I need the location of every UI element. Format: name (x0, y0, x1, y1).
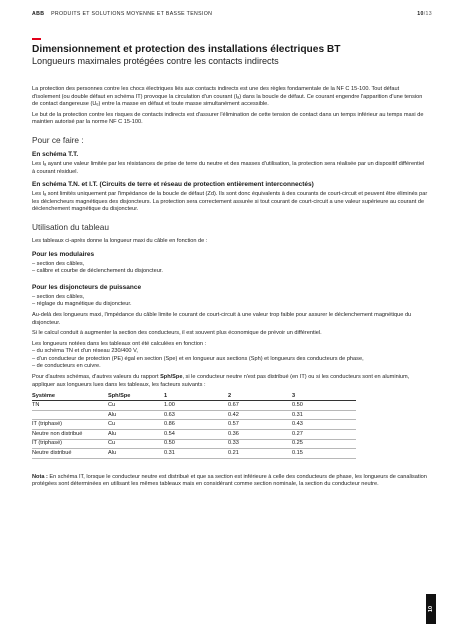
table-row (32, 430, 356, 440)
side-page-tab (426, 594, 436, 624)
table-cell: 0.42 (228, 410, 292, 420)
ratio-term: Sph/Spe (160, 374, 183, 381)
list-item: – du schéma TN et d'un réseau 230/400 V, (32, 348, 138, 355)
table-row (32, 410, 356, 420)
text-segment: , si le conducteur neutre n'est pas distribué (en IT) ou si les conducteurs sont en aluminium, appliquer aux longueurs lues dans les tableaux, les facteurs suivants : (32, 374, 410, 388)
column-header: Système (32, 392, 108, 401)
column-header: 3 (292, 392, 356, 401)
intro-paragraph-1: La protection des personnes contre les chocs électriques liés aux contacts indirects est une des règles fondamentale de la NF C 15-100. Tout défaut d'isolement (ou double défaut en schéma IT) provoque la circulation d'un courant (Iₐ) dans la boucle de défaut. Ce courant engendre l'apparition d'une tension de contact dangereuse (Uₑ) entre la masse en défaut et toute masse simultanément accessible. (32, 86, 423, 108)
tt-paragraph: Les Iₐ ayant une valeur limitée par les résistances de prise de terre du neutre et des masses d'utilisation, la protection sera réalisée par un dispositif différentiel à courant résiduel. (32, 160, 425, 175)
table-cell: Cu (108, 439, 164, 449)
table-cell: 0.63 (164, 410, 228, 420)
table-cell: 0.21 (228, 449, 292, 459)
list-item: – réglage du magnétique du disjoncteur. (32, 301, 132, 308)
table-row (32, 401, 356, 411)
page-header (32, 11, 432, 21)
other-schemes-paragraph (32, 374, 428, 389)
table-row (32, 420, 356, 430)
table-cell: IT (triphasé) (32, 439, 108, 449)
table-cell: 0.54 (164, 430, 228, 440)
table-cell: Neutre distribué (32, 449, 108, 459)
list-item: – de conducteurs en cuivre. (32, 363, 101, 370)
page-subtitle: Longueurs maximales protégées contre les contacts indirects (32, 56, 279, 66)
table-cell: 0.25 (292, 439, 356, 449)
table-cell: Alu (108, 449, 164, 459)
page-title: Dimensionnement et protection des installations électriques BT (32, 44, 341, 55)
puissance-list (32, 294, 428, 309)
subheading-tn-it: En schéma T.N. et I.T. (Circuits de terre et réseau de protection entièrement interconnectés) (32, 181, 314, 189)
table-cell: 0.36 (228, 430, 292, 440)
text-segment: Pour d'autres schémas, d'autres valeurs du rapport (32, 374, 161, 381)
page-total: /13 (423, 11, 432, 17)
column-header: 1 (164, 392, 228, 401)
modulaires-list (32, 261, 428, 276)
conditions-intro: Les longueurs notées dans les tableaux ont été calculées en fonction : (32, 340, 207, 347)
table-cell: 0.31 (292, 410, 356, 420)
table-cell: 0.27 (292, 430, 356, 440)
table-cell: 0.86 (164, 420, 228, 430)
table-cell: 0.67 (228, 401, 292, 411)
table-cell: 0.57 (228, 420, 292, 430)
table-header-row (32, 392, 356, 401)
tn-it-paragraph: Les Iₐ sont limités uniquement par l'impédance de la boucle de défaut (Zd). Ils sont donc équivalents à des courants de court-circuit et peuvent être éliminés par les déclencheurs magnétiques des disjoncteurs. La protection sera correctement assurée si tout courant de court-circuit a une valeur supérieure au courant de déclenchement magnétique du disjoncteur. (32, 191, 428, 213)
table-cell (32, 410, 108, 420)
page-current: 10 (417, 11, 424, 17)
correction-factor-table (32, 392, 356, 459)
table-cell: 0.50 (164, 439, 228, 449)
utilisation-paragraph-1: Au-delà des longueurs maxi, l'impédance du câble limite le courant de court-circuit à une valeur trop faible pour assurer le déclenchement magnétique du disjoncteur. (32, 311, 412, 326)
table-cell: Cu (108, 420, 164, 430)
table-cell: 0.43 (292, 420, 356, 430)
subheading-puissance: Pour les disjoncteurs de puissance (32, 283, 142, 291)
table-cell: Alu (108, 410, 164, 420)
column-header: 2 (228, 392, 292, 401)
list-item: – section des câbles, (32, 260, 85, 267)
subheading-tt: En schéma T.T. (32, 150, 79, 158)
brand-logo-text: ABB (32, 11, 45, 17)
table-row (32, 439, 356, 449)
table-cell: Alu (108, 430, 164, 440)
section-heading-pour-ce-faire: Pour ce faire : (32, 134, 84, 145)
utilisation-intro: Les tableaux ci-après donne la longueur maxi du câble en fonction de : (32, 237, 208, 244)
red-accent-bar (32, 38, 41, 40)
list-item: – calibre et courbe de déclenchement du disjoncteur. (32, 268, 163, 275)
table-cell: 0.15 (292, 449, 356, 459)
nota-paragraph (32, 474, 428, 489)
section-heading-utilisation: Utilisation du tableau (32, 221, 110, 232)
subheading-modulaires: Pour les modulaires (32, 250, 95, 258)
table-cell: 0.33 (228, 439, 292, 449)
intro-paragraph-2: Le but de la protection contre les risques de contacts indirects est d'assurer l'élimination de cette tension de contact dans un temps inférieur au temps maxi de maintien autorisé par la norme NF C 15-100. (32, 111, 424, 126)
header-section-title: PRODUITS ET SOLUTIONS MOYENNE ET BASSE TENSION (51, 11, 213, 17)
column-header: Sph/Spe (108, 392, 164, 401)
page-number (417, 11, 432, 17)
side-tab-number: 10 (428, 605, 434, 613)
nota-label: Nota : (32, 473, 48, 480)
table-cell: Neutre non distribué (32, 430, 108, 440)
table-cell: IT (triphasé) (32, 420, 108, 430)
nota-text: En schéma IT, lorsque le conducteur neutre est distribué et que sa section est inférieure à celle des conducteurs de phase, les longueurs de canalisation protégées sont déterminées en utilisant les mêmes tableaux mais en considérant comme section nominale, la section du conducteur neutre. (32, 473, 427, 488)
table-cell: TN (32, 401, 108, 411)
table-cell: 1.00 (164, 401, 228, 411)
table-cell: 0.31 (164, 449, 228, 459)
conditions-paragraph (32, 341, 428, 371)
table-cell: Cu (108, 401, 164, 411)
table-cell: 0.50 (292, 401, 356, 411)
main-content (32, 44, 428, 492)
list-item: – section des câbles, (32, 293, 85, 300)
table-row (32, 449, 356, 459)
utilisation-paragraph-2: Si le calcul conduit à augmenter la section des conducteurs, il est souvent plus économique de prévoir un différentiel. (32, 330, 322, 337)
list-item: – d'un conducteur de protection (PE) égal en section (Spe) et en longueur aux sections (Sph) et longueurs des conducteurs de phase, (32, 355, 364, 362)
